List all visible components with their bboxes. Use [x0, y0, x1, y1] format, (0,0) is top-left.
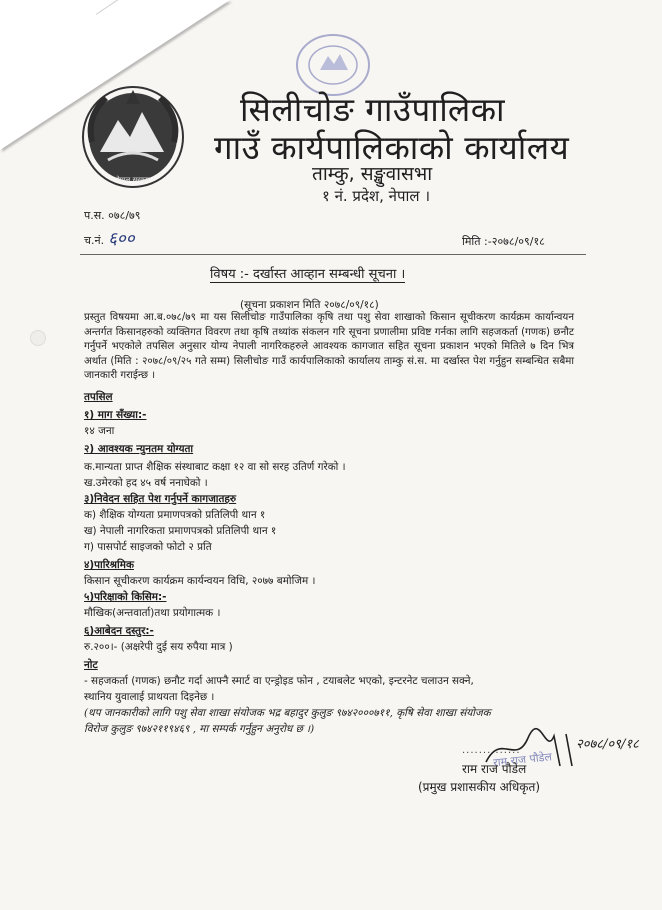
punch-hole: [30, 330, 46, 346]
notice-subject: विषय :- दर्खास्त आव्हान सम्बन्धी सूचना ।: [210, 264, 405, 283]
signature-dotted-line: ..............: [462, 745, 521, 756]
section-6-heading: ६)आबेदन दस्तुर:-: [84, 625, 154, 637]
municipality-name: सिलीचोङ गाउँपालिका: [240, 90, 506, 129]
section-6-value: रु.२००।- (अक्षरेपी दुई सय रुपैया मात्र ): [84, 641, 233, 653]
office-address: ताम्कु, सङ्खुवासभा: [312, 163, 433, 185]
section-4-value: किसान सूचीकरण कार्यक्रम कार्यन्वयन विधि, २०७७ बमोजिम ।: [84, 575, 316, 587]
section-2-item-a: क.मान्यता प्राप्त शैक्षिक संस्थाबाट कक्षा १२ वा सो सरह उतिर्ण गरेको ।: [84, 461, 346, 473]
letter-ps-number: प.स. ०७८/७९: [84, 209, 141, 222]
notice-paragraph: प्रस्तुत विषयमा आ.ब.०७८/७९ मा यस सिलीचोङ गाउँपालिका कृषि तथा पशु सेवा शाखाको किसान सूचीकरण कार्यक्रम कार्यान्वयन अन्तर्गत किसानहरुको व्यक्तिगत विवरण तथा कृषि तथ्यांक संकलन गरि सूचना प्रणालीमा प्रविष्ट गर्नका लागि सहजकर्ता (गणक) छनौट गर्नुपर्ने भएकोले तपसिल अनुसार योग्य नेपाली नागरिकहरुले आवश्यक कागजात सहित सूचना प्रकाशन भएको मितिले ७ दिन भित्र अर्थात (मिति : २०७८/०९/२५ गते सम्म) सिलीचोङ गाउँ कार्यपालिकाको कार्यालय ताम्कु सं.स. मा दर्खास्त पेश गर्नुहुन सम्बन्धित सबैमा जानकारी गराईन्छ ।: [84, 312, 574, 382]
note-line-1: - सहजकर्ता (गणक) छनौट गर्दा आफ्नै स्मार्ट वा एन्ड्रोइड फोन , टयाबलेट भएको, इन्टरनेट चलाउन सक्ने,: [84, 675, 474, 687]
letter-cn-number: [84, 226, 135, 249]
section-5-heading: ५)परिक्षाको किसिम:-: [84, 591, 167, 603]
section-2-item-b: ख.उमेरको हद ४५ वर्ष ननाघेको ।: [84, 477, 208, 489]
signature-date: २०७८/०९/१८: [576, 737, 639, 752]
section-3-item-a: क) शैक्षिक योग्यता प्रमाणपत्रको प्रतिलिपी थान १: [84, 509, 266, 521]
section-4-heading: ४)पारिश्रमिक: [84, 559, 134, 571]
section-1-heading: १) माग सँख्या:-: [84, 409, 147, 421]
emblem-caption: नेपाल सरकार: [115, 176, 151, 184]
section-1-value: १४ जना: [84, 425, 115, 437]
province-line: १ नं. प्रदेश, नेपाल ।: [322, 187, 431, 205]
signatory-name: राम राज पौडेल: [462, 762, 527, 776]
letter-date: मिति :-२०७८/०९/१८: [462, 235, 545, 248]
nepal-emblem-icon: [78, 82, 188, 192]
header-divider: [80, 254, 586, 255]
section-3-item-c: ग) पासपोर्ट साइजको फोटो २ प्रति: [84, 541, 212, 553]
cn-label: च.नं.: [84, 234, 105, 247]
tapsil-heading: तपसिल: [84, 391, 113, 403]
section-2-heading: २) आवश्यक न्युनतम योग्यता: [84, 443, 194, 455]
office-name: गाउँ कार्यपालिकाको कार्यालय: [214, 128, 570, 167]
signatory-title: (प्रमुख प्रशासकीय अधिकृत): [418, 780, 541, 794]
signature-stamp: राम राज पौडेल: [492, 750, 553, 770]
cn-handwritten-value: ६००: [108, 229, 135, 249]
note-line-2: स्थानिय युवालाई प्राथयता दिइनेछ ।: [84, 691, 215, 703]
section-3-item-b: ख) नेपाली नागरिकता प्रमाणपत्रको प्रतिलिपी थान १: [84, 525, 277, 537]
section-5-value: मौखिक(अन्तवार्ता)तथा प्रयोगात्मक ।: [84, 607, 221, 619]
publication-date: (सूचना प्रकाशन मिति २०७८/०९/१८): [240, 299, 379, 311]
note-line-4: विरोज कुलुङ ९७४२११९४६९ , मा सम्पर्क गर्नुहुन अनुरोध छ ।): [84, 723, 315, 735]
note-line-3: (थप जानकारीको लागि पशु सेवा शाखा संयोजक भद्र बहादुर कुलुङ ९७४२०००७११, कृषि सेवा शाखा संयोजक: [84, 707, 491, 719]
section-3-heading: ३)निवेदन सहित पेश गर्नुपर्ने कागजातहरु: [84, 493, 237, 505]
note-heading: नोट: [84, 659, 98, 671]
